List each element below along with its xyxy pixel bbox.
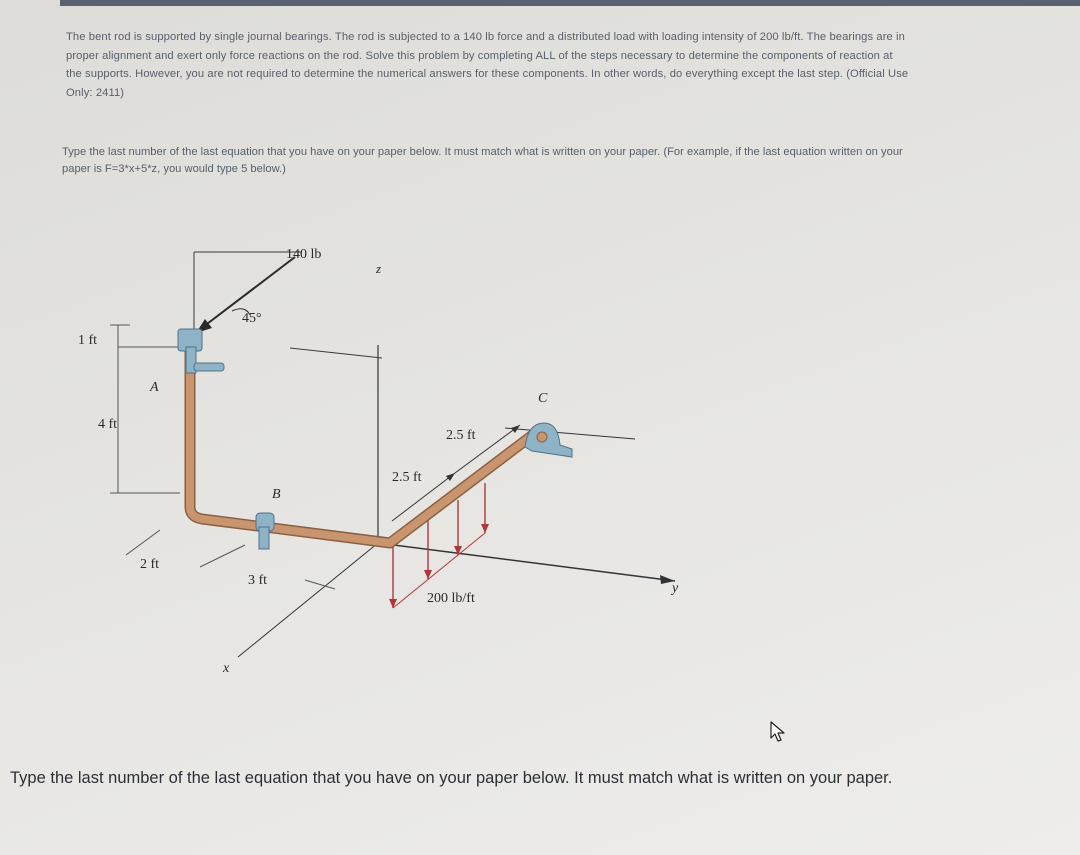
y-axis-line	[378, 543, 675, 581]
rod-outline	[190, 337, 538, 543]
bearing-c-icon	[525, 423, 572, 457]
dimension-3ft-label: 3 ft	[248, 573, 268, 588]
dimension-25ft-a-label: 2.5 ft	[392, 470, 422, 485]
answer-prompt: Type the last number of the last equation that you have on your paper below. It must match what is written on your paper.	[10, 769, 893, 787]
dimension-3ft-tick	[200, 545, 245, 567]
dimension-1ft-label: 1 ft	[78, 333, 98, 348]
distributed-load-label: 200 lb/ft	[427, 591, 475, 606]
z-axis-label: z	[376, 261, 382, 276]
bent-rod	[190, 337, 538, 543]
point-c-label: C	[538, 391, 548, 406]
question-paragraph: The bent rod is supported by single journal bearings. The rod is subjected to a 140 lb force and a distributed load with loading intensity of 200 lb/ft. The bearings are in proper alignment and exert only force reactions on the rod. Solve this problem by completing ALL of the steps necessary to determine the components of reaction at the supports. However, you are not required to determine the numerical answers for these components. In other words, do everything except the last step. (Official Use Only: 2411)	[66, 31, 909, 99]
plane-guide-line	[290, 348, 382, 358]
dimension-2ft-tick	[126, 530, 160, 555]
bent-rod-figure	[60, 225, 700, 695]
point-a-label: A	[150, 380, 159, 395]
y-axis-label: y	[672, 581, 679, 596]
dimension-4ft-label: 4 ft	[98, 417, 118, 432]
force-label: 140 lb	[286, 247, 322, 262]
x-axis-label: x	[223, 661, 230, 676]
dimension-2ft-label: 2 ft	[140, 557, 160, 572]
mouse-pointer-icon	[768, 720, 790, 744]
dimension-25ft-b-label: 2.5 ft	[446, 428, 476, 443]
question-instruction: Type the last number of the last equation that you have on your paper below. It must match what is written on your paper. (For example, if the last equation written on your paper is F=3*x+5*z, you would type 5 below.)	[62, 146, 903, 175]
window-top-bar	[60, 0, 1080, 6]
angle-label: 45°	[242, 311, 262, 326]
bearing-b-icon	[256, 513, 274, 549]
figure-drawing	[60, 225, 700, 695]
x-axis-line	[238, 543, 378, 657]
point-b-label: B	[272, 487, 281, 502]
